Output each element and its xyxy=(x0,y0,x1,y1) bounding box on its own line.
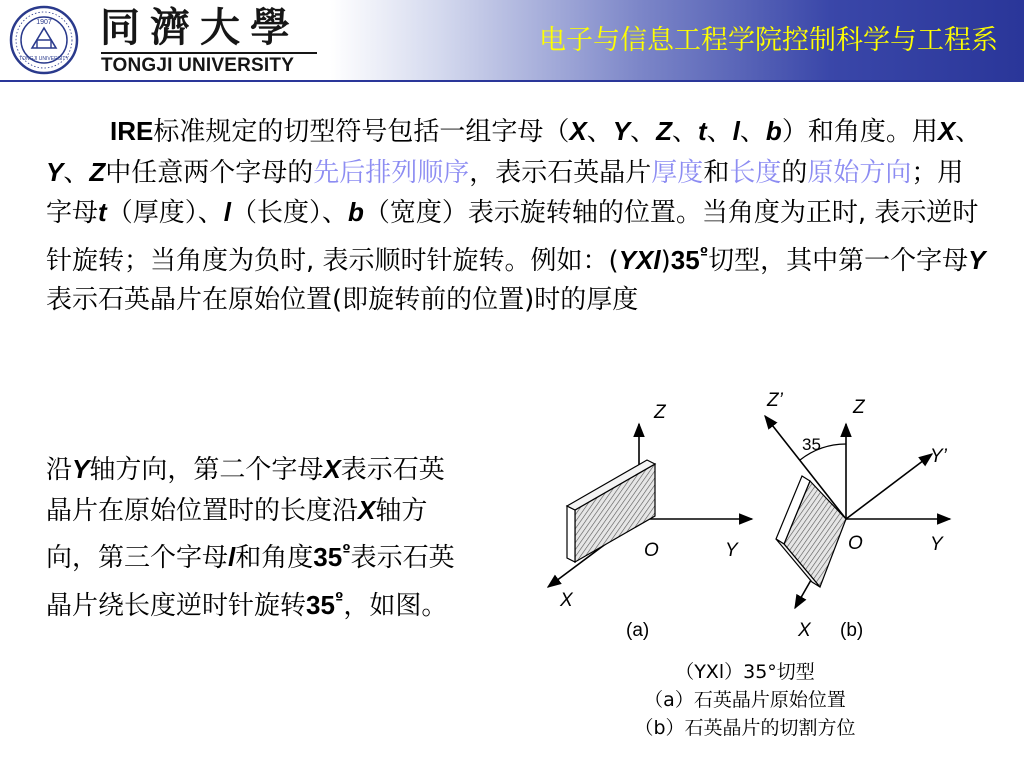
seal-text: TONGJI UNIVERSITY xyxy=(19,56,69,62)
text-run: 、 xyxy=(63,157,90,188)
paragraph-example xyxy=(46,450,466,626)
highlight-term: 原始方向 xyxy=(807,157,912,188)
label-x-a: X xyxy=(560,590,573,611)
cut-orientation-diagram xyxy=(520,384,1000,654)
symbol-letter: Z xyxy=(656,116,672,146)
text-run: ）和角度。用 xyxy=(781,117,938,147)
angle-label-b: 35 xyxy=(802,435,821,454)
figure-caption xyxy=(590,658,900,742)
label-y-a: Y xyxy=(725,540,738,561)
text-run: 中任意两个字母的 xyxy=(105,157,314,188)
university-logo-english: TONGJI UNIVERSITY xyxy=(101,55,295,76)
text-run: （厚度）、 xyxy=(106,198,224,228)
text-run: º xyxy=(342,541,351,559)
text-run: ) xyxy=(660,245,671,276)
text-run: 、 xyxy=(630,117,657,147)
text-run: 表示石英晶片在原始位置(即旋转前的位置)时的厚度 xyxy=(46,285,639,315)
symbol-letter: t xyxy=(697,116,707,146)
text-run: 、 xyxy=(706,117,733,147)
text-run: º xyxy=(334,588,344,607)
symbol-letter: X xyxy=(569,116,587,146)
symbol-letter: l xyxy=(223,197,231,227)
label-z-prime-b: Z’ xyxy=(767,390,783,411)
axis-y-prime-b xyxy=(846,454,932,519)
department-title: 电子与信息工程学院控制科学与工程系 xyxy=(539,25,998,56)
symbol-letter: b xyxy=(765,116,782,146)
symbol-letter: l xyxy=(732,116,740,146)
highlight-term: 先后排列顺序 xyxy=(313,157,470,188)
text-run: 和角度 xyxy=(235,543,314,573)
text-run: 35 xyxy=(313,542,343,572)
diagram-b xyxy=(765,390,950,641)
symbol-letter: b xyxy=(347,197,364,227)
text-run: 轴方向，第二个字母 xyxy=(89,455,324,485)
text-run: 标准规定的切型符号包括一组字母（ xyxy=(153,117,570,147)
text-run: 表示石英晶片在原始位置时的长度沿 xyxy=(46,455,445,526)
university-seal-icon xyxy=(8,4,80,76)
caption-line-1: （YXl）35°切型 xyxy=(675,661,815,683)
label-z-b: Z xyxy=(853,397,865,418)
text-run: 35 xyxy=(306,589,335,620)
text-run: 35 xyxy=(670,244,700,275)
highlight-term: 厚度 xyxy=(651,157,704,188)
text-run: （长度）、 xyxy=(230,198,348,228)
text-run: 表示石英晶片绕长度逆时针旋转 xyxy=(46,543,455,621)
text-run: 的 xyxy=(781,157,808,188)
symbol-letter: Y xyxy=(612,116,631,146)
text-run: 、 xyxy=(671,117,698,147)
symbol-letter: Z xyxy=(89,156,106,187)
symbol-letter: Y xyxy=(46,156,64,187)
text-run: ，表示石英晶片 xyxy=(469,157,652,188)
text-run: 、 xyxy=(586,117,613,147)
symbol-letter: X xyxy=(323,454,341,484)
text-run: ，如图。 xyxy=(343,590,448,621)
symbol-letter: l xyxy=(228,542,236,572)
text-run: º xyxy=(699,243,709,262)
header-divider xyxy=(0,80,1024,82)
university-logo-chinese: 同濟大學 xyxy=(100,4,300,51)
text-run: （宽度）表示旋转轴的位置。当角度为正时, 表示逆时针旋转；当角度为负时, 表示顺时针旋转。例如：( xyxy=(46,198,979,276)
caption-line-3: （b）石英晶片的切割方位 xyxy=(634,717,856,739)
text-run: 切型，其中第一个字母 xyxy=(708,245,969,276)
text-run: IRE xyxy=(110,116,154,146)
label-y-b: Y xyxy=(930,534,943,555)
crystal-slab-edge-a xyxy=(567,506,575,562)
text-run: 沿 xyxy=(46,455,73,485)
symbol-letter: X xyxy=(358,494,376,525)
text-run: 、 xyxy=(739,117,766,147)
text-run: 、 xyxy=(955,117,982,147)
seal-year: 1907 xyxy=(36,19,52,26)
caption-line-2: （a）石英晶片原始位置 xyxy=(644,689,846,711)
label-y-prime-b: Y’ xyxy=(930,446,947,467)
symbol-letter: YXl xyxy=(618,244,661,275)
text-run: 和 xyxy=(703,157,730,188)
diagram-a xyxy=(548,402,752,641)
symbol-letter: X xyxy=(937,116,956,146)
symbol-letter: Y xyxy=(968,244,986,275)
label-x-b: X xyxy=(798,620,811,641)
label-o-b: O xyxy=(848,533,863,554)
tag-b: (b) xyxy=(840,620,864,641)
symbol-letter: Y xyxy=(72,454,90,484)
highlight-term: 长度 xyxy=(729,157,782,188)
label-o-a: O xyxy=(644,540,659,561)
text-run: ；用字母 xyxy=(46,157,964,228)
text-run: 轴方向，第三个字母 xyxy=(46,495,428,573)
tag-a: (a) xyxy=(626,620,650,641)
logo-underline xyxy=(101,52,317,54)
label-z-a: Z xyxy=(654,402,666,423)
symbol-letter: t xyxy=(98,197,107,227)
paragraph-definition xyxy=(46,112,986,321)
